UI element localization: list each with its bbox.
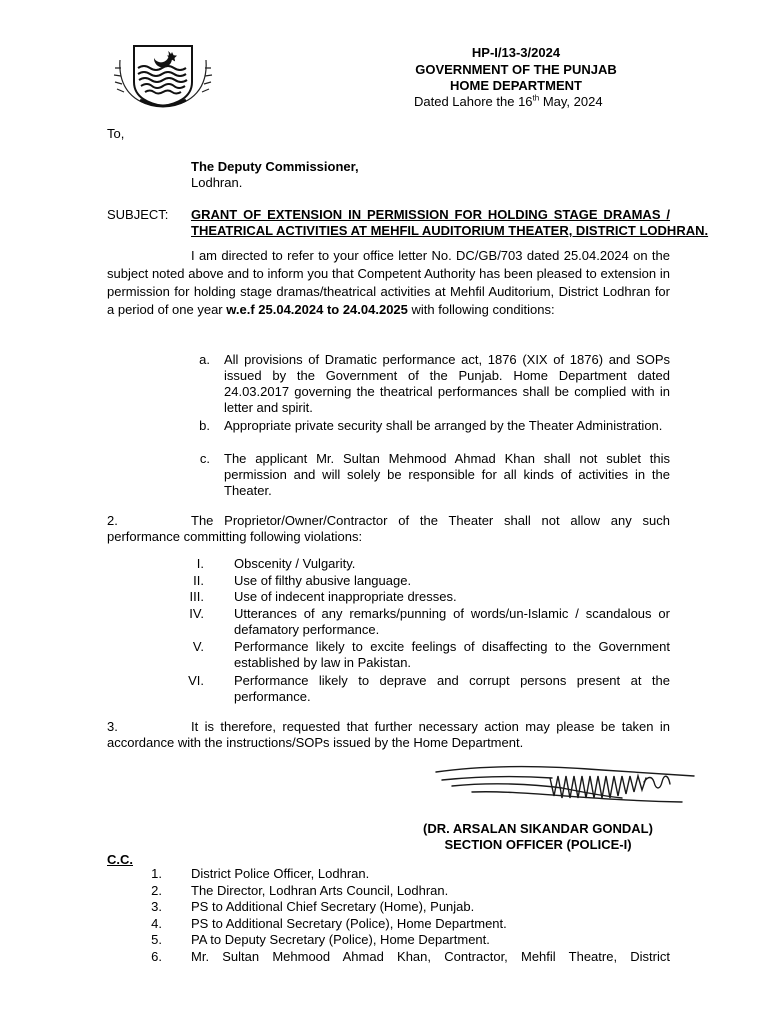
violation-marker: III. bbox=[189, 589, 204, 604]
cc-item-number: 3. bbox=[151, 899, 162, 914]
violation-text: Use of filthy abusive language. bbox=[234, 573, 412, 588]
violation-text: Utterances of any remarks/punning of words/un-Islamic / scandalous or defamatory performance. bbox=[234, 606, 670, 637]
condition-marker: c. bbox=[199, 451, 210, 466]
condition-text: All provisions of Dramatic performance act, 1876 (XIX of 1876) and SOPs issued by the Government of the Punjab. Home Department dated 24.03.2017 governing the theatrical performances shall be complied with in letter and spirit. bbox=[224, 352, 670, 415]
paragraph-2 bbox=[107, 513, 670, 545]
subject-line-1: GRANT OF EXTENSION IN PERMISSION FOR HOLDING STAGE DRAMAS / bbox=[191, 207, 670, 222]
reference-number: HP-I/13-3/2024 bbox=[471, 45, 561, 60]
punjab-emblem-logo bbox=[110, 34, 216, 110]
cc-item-text: District Police Officer, Lodhran. bbox=[191, 866, 370, 881]
cc-item-number: 2. bbox=[151, 883, 162, 898]
violation-text: Use of indecent inappropriate dresses. bbox=[234, 589, 457, 604]
violation-text: Performance likely to excite feelings of disaffecting to the Government established by law in Pakistan. bbox=[234, 639, 670, 670]
signatory-name: (DR. ARSALAN SIKANDAR GONDAL) bbox=[423, 821, 653, 836]
cc-item-text: Mr. Sultan Mehmood Ahmad Khan, Contractor, Mehfil Theatre, District bbox=[191, 949, 670, 964]
government-title: GOVERNMENT OF THE PUNJAB bbox=[415, 62, 617, 77]
paragraph-1-dates: w.e.f 25.04.2024 to 24.04.2025 bbox=[226, 302, 408, 317]
violation-marker: II. bbox=[193, 573, 204, 588]
recipient-place: Lodhran. bbox=[191, 175, 243, 190]
paragraph-2-text: The Proprietor/Owner/Contractor of the Theater shall not allow any such performance committing following violations: bbox=[107, 513, 670, 544]
subject-label: SUBJECT: bbox=[107, 207, 169, 222]
violation-marker: I. bbox=[196, 556, 204, 571]
cc-item-text: PS to Additional Chief Secretary (Home), Punjab. bbox=[191, 899, 475, 914]
paragraph-3 bbox=[107, 719, 670, 751]
cc-item-text: The Director, Lodhran Arts Council, Lodhran. bbox=[191, 883, 449, 898]
paragraph-3-text: It is therefore, requested that further necessary action may please be taken in accordance with the instructions/SOPs issued by the Home Department. bbox=[107, 719, 670, 750]
violation-text: Obscenity / Vulgarity. bbox=[234, 556, 356, 571]
condition-text: The applicant Mr. Sultan Mehmood Ahmad Khan shall not sublet this permission and will solely be responsible for all kinds of activities in the Theater. bbox=[224, 451, 670, 498]
cc-item-text: PA to Deputy Secretary (Police), Home Department. bbox=[191, 932, 490, 947]
violation-marker: IV. bbox=[189, 606, 204, 621]
violation-text: Performance likely to deprave and corrupt persons present at the performance. bbox=[234, 673, 670, 704]
conditions-list bbox=[0, 352, 768, 502]
to-label: To, bbox=[107, 126, 125, 141]
subject-line-2: THEATRICAL ACTIVITIES AT MEHFIL AUDITORIUM THEATER, DISTRICT LODHRAN. bbox=[191, 223, 709, 238]
dated-prefix: Dated Lahore the 16 bbox=[414, 94, 533, 109]
cc-list bbox=[0, 866, 768, 976]
paragraph-3-number: 3. bbox=[107, 719, 118, 734]
violation-marker: V. bbox=[192, 639, 204, 654]
cc-label: C.C. bbox=[107, 852, 133, 867]
handwritten-signature bbox=[432, 760, 702, 810]
paragraph-1 bbox=[107, 247, 670, 319]
paragraph-2-number: 2. bbox=[107, 513, 118, 528]
recipient-title: The Deputy Commissioner, bbox=[191, 159, 359, 174]
cc-item-number: 5. bbox=[151, 932, 162, 947]
paragraph-1-end: with following conditions: bbox=[407, 302, 555, 317]
condition-marker: a. bbox=[199, 352, 210, 367]
condition-marker: b. bbox=[199, 418, 210, 433]
condition-text: Appropriate private security shall be arranged by the Theater Administration. bbox=[224, 418, 663, 433]
dated-line bbox=[414, 94, 603, 110]
department-title: HOME DEPARTMENT bbox=[450, 78, 582, 93]
cc-item-number: 1. bbox=[151, 866, 162, 881]
cc-item-number: 4. bbox=[151, 916, 162, 931]
dated-suffix: May, 2024 bbox=[539, 94, 603, 109]
cc-item-number: 6. bbox=[151, 949, 162, 964]
cc-item-text: PS to Additional Secretary (Police), Home Department. bbox=[191, 916, 507, 931]
signatory-designation: SECTION OFFICER (POLICE-I) bbox=[444, 837, 632, 852]
violation-marker: VI. bbox=[188, 673, 204, 688]
paragraph-1-text: I am directed to refer to your office letter No. DC/GB/703 dated 25.04.2024 on the subject noted above and to inform you that Competent Authority has been pleased to extension in permission for holding stage dramas/theatrical activities at Mehfil Auditorium, District Lodhran for a period of one year bbox=[107, 248, 670, 317]
dated-superscript: th bbox=[532, 93, 540, 103]
violations-list bbox=[0, 556, 768, 708]
